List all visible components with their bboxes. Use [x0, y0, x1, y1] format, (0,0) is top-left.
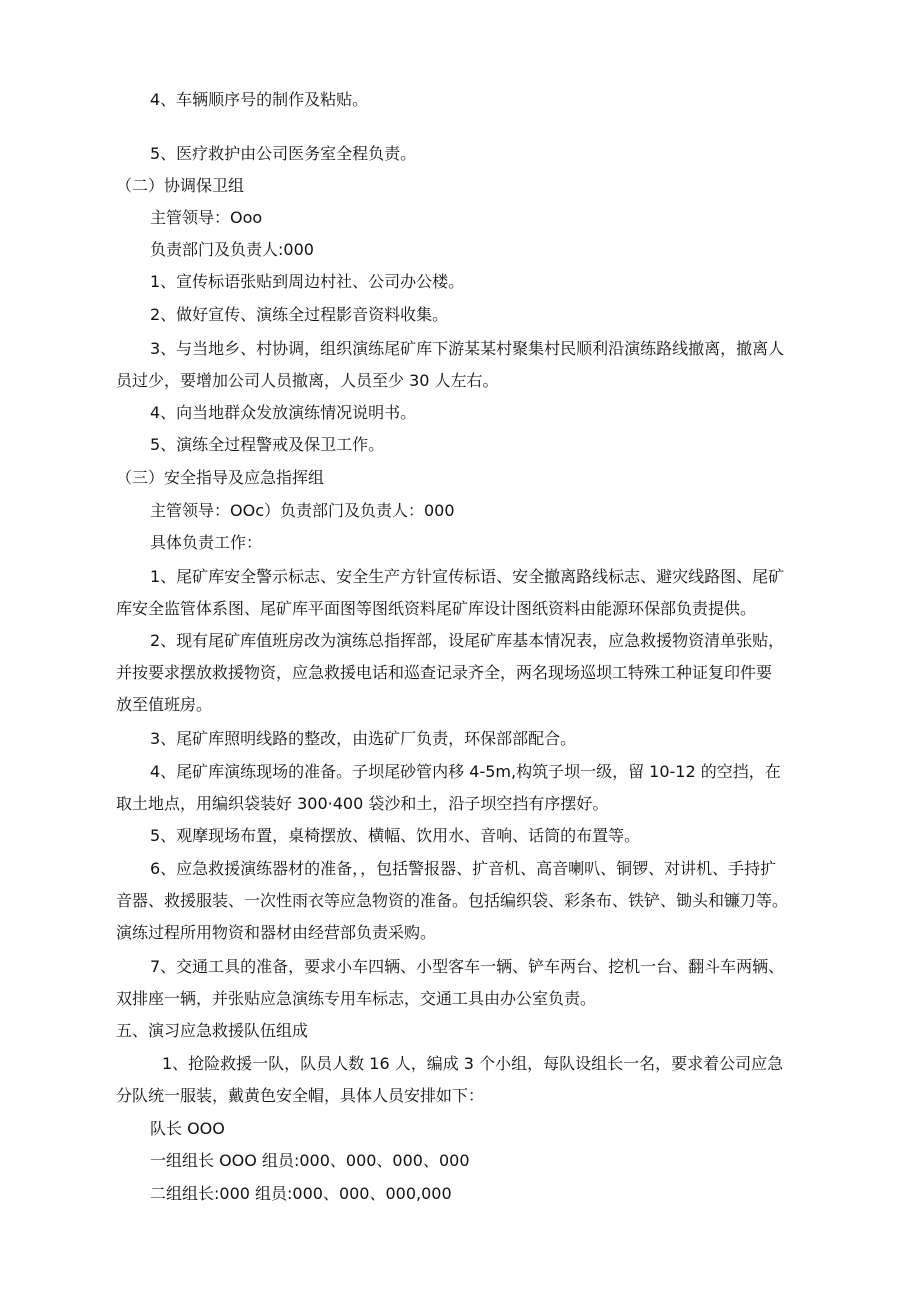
paragraph-line: 5、演练全过程警戒及保卫工作。	[150, 435, 385, 454]
paragraph-line: 员过少，要增加公司人员撤离，人员至少 30 人左右。	[116, 371, 499, 390]
paragraph-line: 演练过程所用物资和器材由经营部负责采购。	[116, 923, 437, 942]
paragraph-line: 6、应急救援演练器材的准备，，包括警报器、扩音机、高音喇叭、铜锣、对讲机、手持扩	[150, 859, 777, 878]
paragraph-line: 2、现有尾矿库值班房改为演练总指挥部，设尾矿库基本情况表，应急救援物资清单张贴，	[150, 631, 785, 650]
paragraph-line: 2、做好宣传、演练全过程影音资料收集。	[150, 305, 449, 324]
paragraph-line: 3、尾矿库照明线路的整改，由选矿厂负责，环保部部配合。	[150, 729, 577, 748]
paragraph-line: 4、车辆顺序号的制作及粘贴。	[150, 90, 369, 109]
paragraph-line: 1、尾矿库安全警示标志、安全生产方针宣传标语、安全撤离路线标志、避灾线路图、尾矿	[150, 567, 785, 586]
paragraph-line: 分队统一服装，戴黄色安全帽，具体人员安排如下：	[116, 1086, 485, 1105]
paragraph-line: 双排座一辆，并张贴应急演练专用车标志，交通工具由办公室负责。	[116, 989, 597, 1008]
paragraph-line: 3、与当地乡、村协调，组织演练尾矿库下游某某村聚集村民顺利沿演练路线撤离，撤离人	[150, 339, 785, 358]
section-heading: （二）协调保卫组	[116, 176, 245, 195]
paragraph-line: 4、尾矿库演练现场的准备。子坝尾砂管内移 4-5m,构筑子坝一级，留 10-12 的空挡，在	[150, 762, 781, 781]
paragraph-line: 4、向当地群众发放演练情况说明书。	[150, 403, 417, 422]
section-heading: （三）安全指导及应急指挥组	[116, 468, 325, 487]
paragraph-line: 并按要求摆放救援物资，应急救援电话和巡查记录齐全，两名现场巡坝工特殊工种证复印件要	[116, 663, 773, 682]
paragraph-line: 二组组长:000 组员:000、000、000,000	[150, 1184, 452, 1203]
paragraph-line: 主管领导：OOc）负责部门及负责人：000	[150, 501, 455, 520]
paragraph-line: 主管领导：Ooo	[150, 208, 263, 227]
paragraph-line: 负责部门及负责人:000	[150, 240, 314, 259]
paragraph-line: 音器、救援服装、一次性雨衣等应急物资的准备。包括编织袋、彩条布、铁铲、锄头和镰刀等。	[116, 891, 789, 910]
paragraph-line: 5、观摩现场布置，桌椅摆放、横幅、饮用水、音响、话筒的布置等。	[150, 826, 641, 845]
paragraph-line: 1、抢险救援一队，队员人数 16 人，编成 3 个小组，每队设组长一名，要求着公司应急	[162, 1054, 784, 1073]
paragraph-line: 取土地点，用编织袋装好 300·400 袋沙和土，沿子坝空挡有序摆好。	[116, 794, 609, 813]
paragraph-line: 具体负责工作：	[150, 533, 263, 552]
paragraph-line: 库安全监管体系图、尾矿库平面图等图纸资料尾矿库设计图纸资料由能源环保部负责提供。	[116, 599, 757, 618]
section-heading: 五、演习应急救援队伍组成	[116, 1021, 309, 1040]
paragraph-line: 7、交通工具的准备，要求小车四辆、小型客车一辆、铲车两台、挖机一台、翻斗车两辆、	[150, 957, 785, 976]
paragraph-line: 队长 OOO	[150, 1119, 225, 1138]
paragraph-line: 一组组长 OOO 组员:000、000、000、000	[150, 1151, 470, 1170]
paragraph-line: 放至值班房。	[116, 695, 213, 714]
paragraph-line: 1、宣传标语张贴到周边村社、公司办公楼。	[150, 272, 465, 291]
paragraph-line: 5、医疗救护由公司医务室全程负责。	[150, 144, 417, 163]
